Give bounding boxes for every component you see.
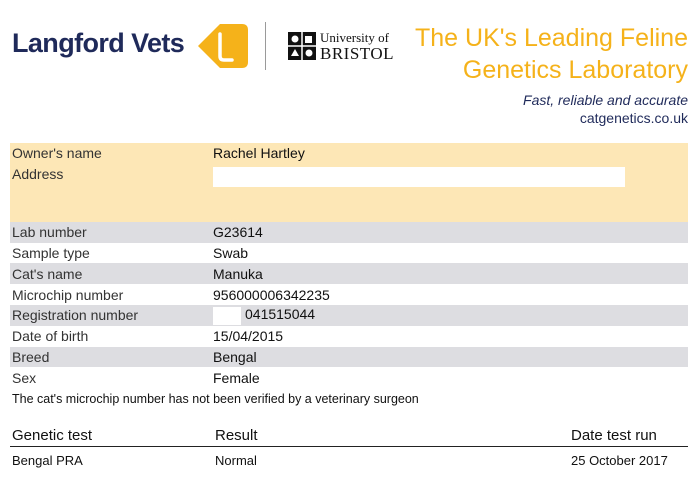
test-name: Bengal PRA bbox=[12, 453, 83, 468]
lab-number-row bbox=[10, 222, 688, 243]
logo-divider bbox=[265, 22, 266, 70]
sex-value: Female bbox=[213, 369, 260, 386]
test-result: Normal bbox=[215, 453, 257, 468]
cat-name-value: Manuka bbox=[213, 265, 263, 282]
owner-value: Rachel Hartley bbox=[213, 145, 305, 162]
header-date: Date test run bbox=[571, 427, 657, 444]
tagline-line-1: The UK's Leading Feline bbox=[415, 24, 688, 52]
results-header-row bbox=[10, 424, 688, 447]
lab-number-value: G23614 bbox=[213, 224, 263, 241]
sample-type-value: Swab bbox=[213, 244, 249, 261]
results-table bbox=[10, 424, 688, 472]
owner-row bbox=[10, 143, 688, 164]
registration-prefix-redacted bbox=[213, 307, 241, 325]
website-link[interactable]: catgenetics.co.uk bbox=[579, 110, 688, 126]
address-label: Address bbox=[12, 165, 64, 182]
subtitle: Fast, reliable and accurate bbox=[523, 92, 688, 108]
cat-name-row bbox=[10, 263, 688, 284]
bristol-crest-icon bbox=[287, 31, 317, 61]
langford-logo-icon bbox=[192, 22, 248, 70]
microchip-note: The cat's microchip number has not been verified by a veterinary surgeon bbox=[12, 392, 419, 406]
breed-row bbox=[10, 347, 688, 368]
sample-type-label: Sample type bbox=[12, 244, 90, 261]
langford-vets-wordmark: Langford Vets bbox=[12, 28, 185, 58]
address-value-redacted bbox=[213, 167, 625, 187]
microchip-label: Microchip number bbox=[12, 286, 124, 303]
tagline bbox=[388, 22, 688, 86]
header-genetic-test: Genetic test bbox=[12, 427, 93, 444]
owner-label: Owner's name bbox=[12, 145, 102, 162]
registration-label: Registration number bbox=[12, 307, 139, 324]
dob-label: Date of birth bbox=[12, 328, 89, 345]
cat-info-table bbox=[10, 143, 688, 388]
sex-label: Sex bbox=[12, 369, 37, 386]
microchip-row bbox=[10, 284, 688, 305]
address-row bbox=[10, 164, 688, 222]
test-date: 25 October 2017 bbox=[571, 453, 668, 468]
university-of-label: University of bbox=[320, 30, 389, 45]
dob-row bbox=[10, 326, 688, 347]
dob-value: 15/04/2015 bbox=[213, 328, 284, 345]
report-header bbox=[0, 0, 700, 140]
breed-value: Bengal bbox=[213, 348, 257, 365]
cat-name-label: Cat's name bbox=[12, 265, 83, 282]
lab-number-label: Lab number bbox=[12, 224, 87, 241]
sex-row bbox=[10, 367, 688, 388]
breed-label: Breed bbox=[12, 348, 50, 365]
microchip-value: 956000006342235 bbox=[213, 286, 330, 303]
table-row bbox=[10, 450, 688, 472]
sample-type-row bbox=[10, 243, 688, 264]
header-result: Result bbox=[215, 427, 258, 444]
registration-value: 041515044 bbox=[245, 306, 316, 323]
tagline-line-2: Genetics Laboratory bbox=[462, 56, 688, 84]
bristol-label: BRISTOL bbox=[320, 44, 395, 63]
registration-row bbox=[10, 305, 688, 326]
